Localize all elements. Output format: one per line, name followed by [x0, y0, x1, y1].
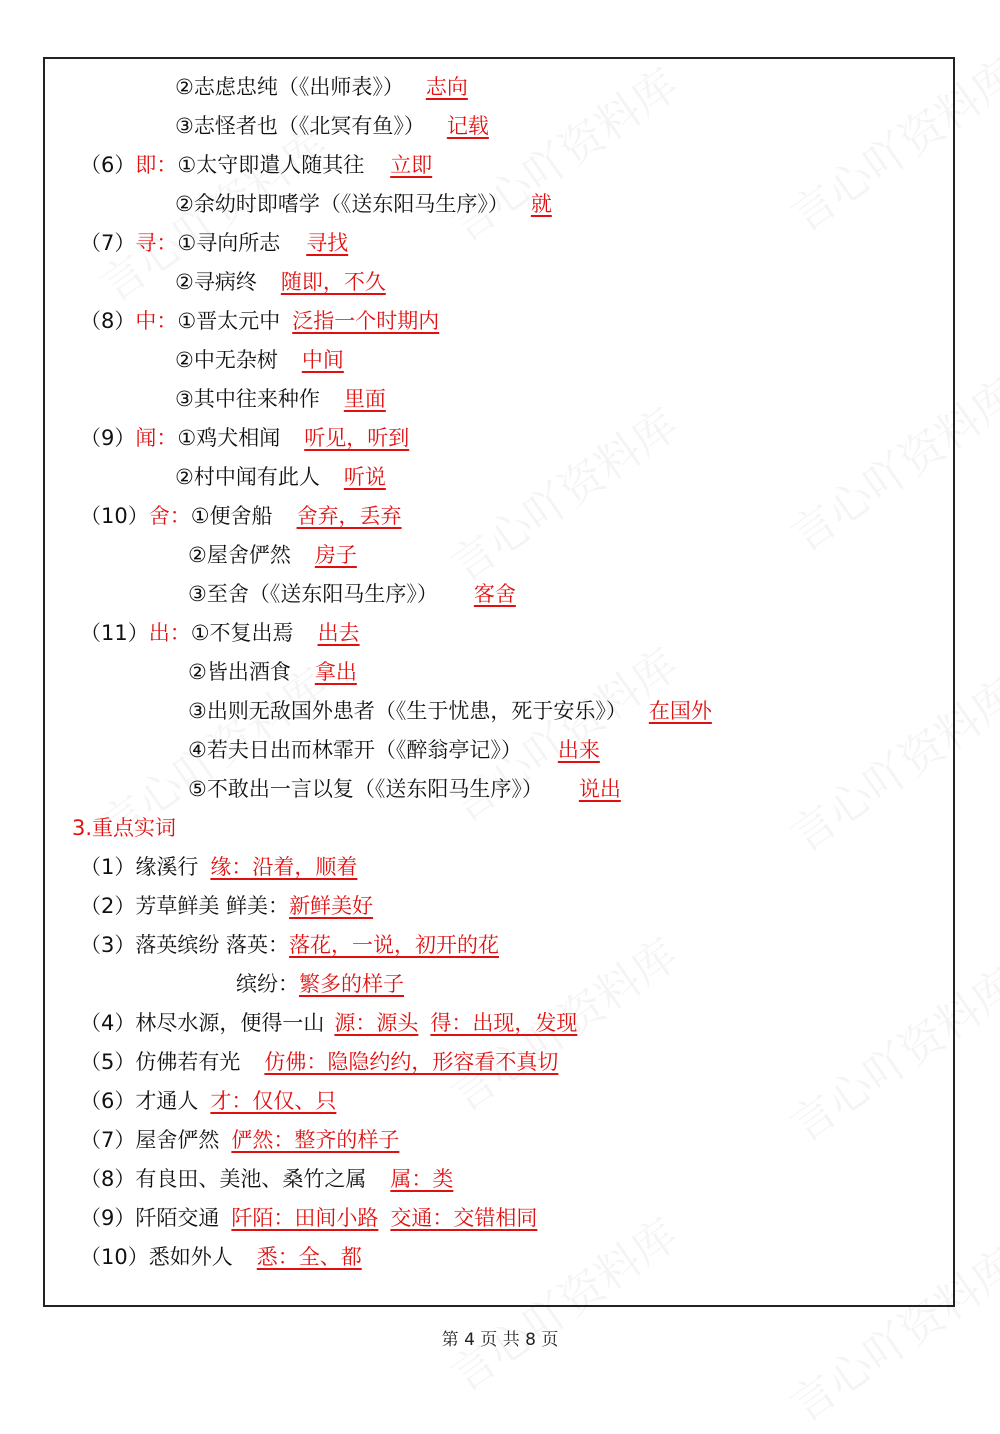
list-item — [80, 424, 409, 452]
answer: 交通：交错相同 — [390, 1206, 538, 1230]
answer: 繁多的样子 — [299, 972, 404, 996]
list-item — [80, 1204, 537, 1232]
answer: 阡陌：田间小路 — [231, 1206, 379, 1230]
list-item — [80, 892, 373, 920]
answer: 拿出 — [314, 660, 357, 684]
key-word: 即： — [135, 153, 178, 177]
answer: 里面 — [343, 387, 386, 411]
list-item — [80, 1243, 362, 1271]
list-item — [80, 1009, 577, 1037]
answer: 就 — [530, 192, 552, 216]
example-sentence: 缘溪行 — [135, 855, 199, 879]
example-sentence: ③志怪者也（《北冥有鱼》） — [175, 114, 425, 138]
list-item — [80, 229, 348, 257]
example-sentence: ①不复出焉 — [190, 621, 294, 645]
list-item — [175, 346, 344, 374]
answer: 记载 — [446, 114, 489, 138]
item-number: （3） — [80, 933, 136, 957]
example-sentence: ②村中闻有此人 — [175, 465, 320, 489]
answer: 出来 — [557, 738, 600, 762]
item-number: （7） — [80, 231, 136, 255]
list-item — [175, 463, 386, 491]
list-item — [80, 1087, 336, 1115]
key-word: 舍： — [148, 504, 191, 528]
answer: 客舍 — [473, 582, 516, 606]
example-sentence: ①太守即遣人随其往 — [177, 153, 365, 177]
answer: 说出 — [578, 777, 621, 801]
example-sentence: 悉如外人 — [148, 1245, 233, 1269]
example-sentence: ②中无杂树 — [175, 348, 278, 372]
answer: 房子 — [314, 543, 357, 567]
example-sentence: 才通人 — [135, 1089, 199, 1113]
answer: 寻找 — [306, 231, 349, 255]
list-item — [188, 697, 712, 725]
example-sentence: ③出则无敌国外患者（《生于忧患，死于安乐》） — [188, 699, 627, 723]
example-sentence: 阡陌交通 — [135, 1206, 220, 1230]
answer: 俨然：整齐的样子 — [231, 1128, 400, 1152]
item-number: （2） — [80, 894, 136, 918]
example-sentence: ⑤不敢出一言以复（《送东阳马生序》） — [188, 777, 543, 801]
list-item — [175, 268, 386, 296]
answer: 出去 — [317, 621, 360, 645]
example-sentence: 屋舍俨然 — [135, 1128, 220, 1152]
answer: 立即 — [390, 153, 433, 177]
answer: 源：源头 — [334, 1011, 419, 1035]
item-number: （9） — [80, 426, 136, 450]
list-item — [175, 385, 386, 413]
example-sentence: 落英缤纷 落英： — [135, 933, 290, 957]
key-word: 寻： — [135, 231, 178, 255]
list-item — [80, 502, 402, 530]
list-item — [80, 619, 360, 647]
answer: 新鲜美好 — [289, 894, 374, 918]
list-item — [80, 1126, 399, 1154]
example-sentence: ①便舍船 — [190, 504, 273, 528]
list-item — [188, 658, 357, 686]
example-sentence: ①晋太元中 — [177, 309, 281, 333]
item-number: （7） — [80, 1128, 136, 1152]
list-item — [175, 112, 489, 140]
answer: 缘：沿着，顺着 — [210, 855, 358, 879]
answer: 得：出现，发现 — [430, 1011, 578, 1035]
answer: 落花，一说，初开的花 — [289, 933, 500, 957]
list-item — [188, 541, 357, 569]
item-number: （6） — [80, 153, 136, 177]
list-item — [188, 580, 516, 608]
list-item — [236, 970, 404, 998]
example-sentence: ②屋舍俨然 — [188, 543, 291, 567]
key-word: 中： — [135, 309, 178, 333]
answer: 才：仅仅、只 — [210, 1089, 337, 1113]
example-sentence: 林尽水源，便得一山 — [135, 1011, 325, 1035]
example-sentence: ①鸡犬相闻 — [177, 426, 281, 450]
example-sentence: ①寻向所志 — [177, 231, 281, 255]
list-item — [80, 151, 432, 179]
example-sentence: ②皆出酒食 — [188, 660, 291, 684]
answer: 听说 — [343, 465, 386, 489]
example-sentence: ②寻病终 — [175, 270, 257, 294]
example-sentence: ②余幼时即嗜学（《送东阳马生序》） — [175, 192, 509, 216]
answer: 听见，听到 — [304, 426, 410, 450]
key-word: 闻： — [135, 426, 178, 450]
list-item — [80, 853, 357, 881]
item-number: （8） — [80, 309, 136, 333]
list-item — [80, 1165, 453, 1193]
example-sentence: 仿佛若有光 — [135, 1050, 241, 1074]
answer: 悉：全、都 — [256, 1245, 362, 1269]
answer: 中间 — [301, 348, 344, 372]
example-sentence: ③至舍（《送东阳马生序》） — [188, 582, 438, 606]
example-sentence: ③其中往来种作 — [175, 387, 320, 411]
item-number: （11） — [80, 621, 149, 645]
answer: 舍弃，丢弃 — [296, 504, 402, 528]
list-item — [80, 1048, 558, 1076]
key-word: 出： — [148, 621, 191, 645]
item-number: （5） — [80, 1050, 136, 1074]
answer: 随即，不久 — [280, 270, 386, 294]
item-number: （6） — [80, 1089, 136, 1113]
example-sentence: 缤纷： — [236, 972, 299, 996]
list-item — [188, 775, 621, 803]
list-item — [80, 307, 439, 335]
example-sentence: ④若夫日出而林霏开（《醉翁亭记》） — [188, 738, 522, 762]
item-number: （10） — [80, 504, 149, 528]
answer: 仿佛：隐隐约约，形容看不真切 — [264, 1050, 559, 1074]
example-sentence: 芳草鲜美 鲜美： — [135, 894, 290, 918]
item-number: （1） — [80, 855, 136, 879]
list-item — [80, 931, 499, 959]
item-number: （8） — [80, 1167, 136, 1191]
answer: 属：类 — [390, 1167, 454, 1191]
section-title: 3.重点实词 — [72, 816, 177, 840]
list-item — [188, 736, 600, 764]
example-sentence: 有良田、美池、桑竹之属 — [135, 1167, 367, 1191]
item-number: （9） — [80, 1206, 136, 1230]
page-footer: 第 4 页 共 8 页 — [441, 1330, 559, 1350]
item-number: （4） — [80, 1011, 136, 1035]
answer: 泛指一个时期内 — [292, 309, 440, 333]
item-number: （10） — [80, 1245, 149, 1269]
answer: 在国外 — [648, 699, 712, 723]
list-item — [175, 190, 552, 218]
example-sentence: ②志虑忠纯（《出师表》） — [175, 75, 404, 99]
list-item — [175, 73, 468, 101]
answer: 志向 — [425, 75, 468, 99]
